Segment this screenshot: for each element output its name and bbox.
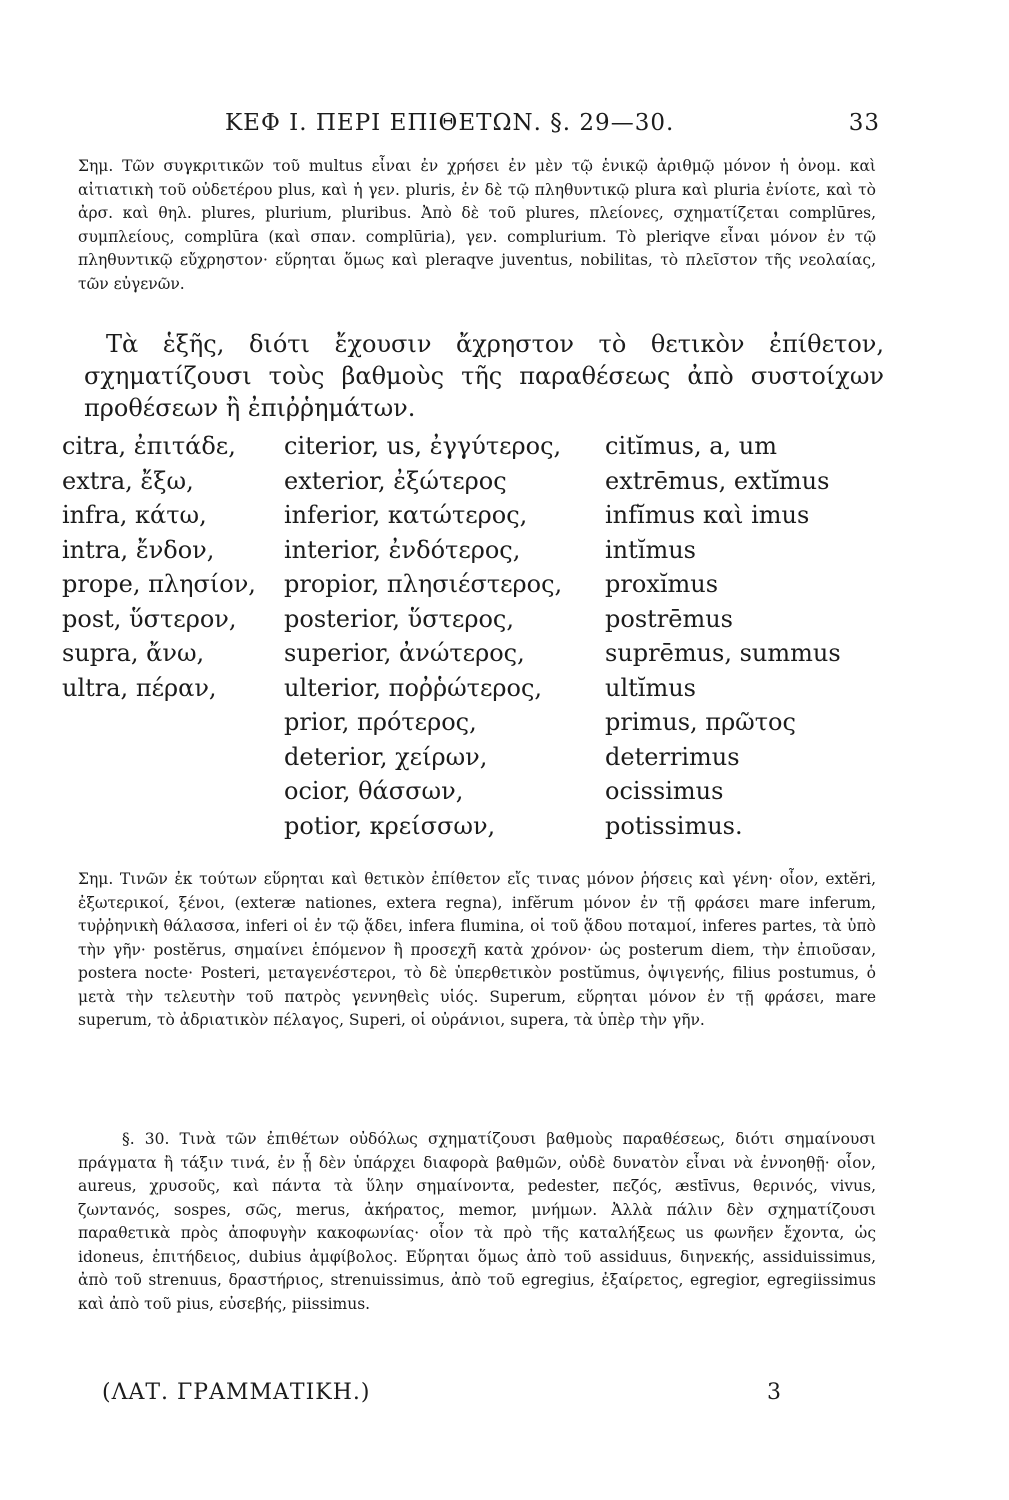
comparative-cell: prior, πρότερος, [284, 708, 477, 736]
table-row [62, 605, 882, 640]
superlative-cell: infĭmus καὶ imus [605, 501, 810, 529]
positive-cell: supra, ἄνω, [62, 639, 205, 667]
note-bottom-text: Σημ. Τινῶν ἐκ τούτων εὕρηται καὶ θετικὸν ἐπίθετον εἴς τινας μόνον ῥήσεις καὶ γένη· οἷον, extĕri, ἐξωτερικοί, ξένοι, (exteræ nationes, extera regna), infĕrum μόνον ἐν τῇ φράσει mare inferum, τυῤῥηνικὴ θάλασσα, inferi οἱ ἐν τῷ ᾅδει, infera flumina, οἱ τοῦ ᾅδου ποταμοί, inferes partes, τὰ ὑπὸ τὴν γῆν· postĕrus, σημαίνει ἑπόμενον ἢ προσεχῆ κατὰ χρόνον· ὡς posterum diem, τὴν ἐπιοῦσαν, postera nocte· Posteri, μεταγενέστεροι, τὸ δὲ ὑπερθετικὸν postŭmus, ὀψιγενής, filius postumus, ὁ μετὰ τὴν τελευτὴν τοῦ πατρὸς γεννηθεὶς υἱός. Superum, εὕρηται μόνον ἐν τῇ φράσει, mare superum, τὸ ἀδριατικὸν πέλαγος, Superi, οἱ οὐράνιοι, supera, τὰ ὑπὲρ τὴν γῆν. [78, 870, 876, 1029]
intro-text: Τὰ ἑξῆς, διότι ἔχουσιν ἄχρηστον τὸ θετικὸν ἐπίθετον, σχηματίζουσι τοὺς βαθμοὺς τῆς παραθέσεως ἀπὸ συστοίχων προθέσεων ἢ ἐπιῤῥημάτων. [84, 330, 884, 422]
positive-cell: extra, ἔξω, [62, 466, 194, 495]
comparative-cell: exterior, ἐξώτερος [284, 466, 507, 495]
note-top-text: Σημ. Τῶν συγκριτικῶν τοῦ multus εἶναι ἐν χρήσει ἐν μὲν τῷ ἑνικῷ ἀριθμῷ μόνον ἡ ὀνομ. καὶ αἰτιατικὴ τοῦ οὐδετέρου plus, καὶ ἡ γεν. pluris, ἐν δὲ τῷ πληθυντικῷ plura καὶ pluria ἐνίοτε, καὶ τὸ ἀρσ. καὶ θηλ. plures, plurium, pluribus. Ἀπὸ δὲ τοῦ plures, πλείονες, σχηματίζεται complūres, συμπλείους, complūra (καὶ σπαν. complūria), γεν. complurium. Τὸ pleriqve εἶναι μόνον ἐν τῷ πληθυντικῷ εὔχρηστον· εὕρηται ὅμως καὶ pleraqve juventus, nobilitas, τὸ πλεῖστον τῆς νεολαίας, τῶν εὐγενῶν. [78, 157, 876, 293]
table-row [62, 467, 882, 502]
header-title: ΚΕΦ Ι. ΠΕΡΙ ΕΠΙΘΕΤΩΝ. §. 29—30. [225, 110, 675, 136]
positive-cell: ultra, πέραν, [62, 673, 217, 702]
superlative-cell: deterrimus [605, 742, 740, 771]
positive-cell: infra, κάτω, [62, 501, 207, 529]
superlative-cell: citĭmus, a, um [605, 432, 778, 460]
comparative-cell: ulterior, ποῤῥώτερος, [284, 673, 543, 702]
comparative-cell: potior, κρείσσων, [284, 811, 496, 840]
superlative-cell: ocissimus [605, 777, 724, 805]
superlative-cell: extrēmus, extĭmus [605, 466, 830, 495]
comparative-cell: interior, ἐνδότερος, [284, 535, 521, 564]
page-footer [102, 1380, 782, 1405]
comparison-table [62, 432, 882, 846]
table-row [62, 674, 882, 709]
superlative-cell: primus, πρῶτος [605, 708, 796, 736]
comparative-cell: propior, πλησιέστερος, [284, 570, 563, 598]
sheet-number: 3 [767, 1380, 782, 1405]
table-row [62, 777, 882, 812]
positive-cell: intra, ἔνδον, [62, 535, 215, 564]
superlative-cell: ultĭmus [605, 673, 696, 702]
positive-cell: post, ὕστερον, [62, 604, 237, 633]
superlative-cell: suprēmus, summus [605, 639, 841, 667]
page-number: 33 [848, 110, 880, 136]
table-row [62, 812, 882, 847]
superlative-cell: postrēmus [605, 604, 733, 633]
comparative-cell: posterior, ὕστερος, [284, 604, 514, 633]
table-row [62, 536, 882, 571]
comparative-cell: deterior, χείρων, [284, 742, 488, 771]
positive-cell: citra, ἐπιτάδε, [62, 432, 236, 460]
superlative-cell: potissimus. [605, 811, 743, 840]
intro-paragraph [84, 328, 884, 424]
comparative-cell: inferior, κατώτερος, [284, 501, 528, 529]
table-row [62, 708, 882, 743]
table-row [62, 639, 882, 674]
comparative-cell: ocior, θάσσων, [284, 777, 464, 805]
running-header [225, 110, 880, 136]
superlative-cell: proxĭmus [605, 570, 719, 598]
table-row [62, 570, 882, 605]
note-top [78, 155, 876, 296]
footer-signature: (ΛΑΤ. ΓΡΑΜΜΑΤΙΚΗ.) [102, 1380, 371, 1405]
superlative-cell: intĭmus [605, 535, 696, 564]
table-row [62, 501, 882, 536]
section-30 [78, 1128, 876, 1316]
table-row [62, 432, 882, 467]
section-30-text: §. 30. Τινὰ τῶν ἐπιθέτων οὐδόλως σχηματίζουσι βαθμοὺς παραθέσεως, διότι σημαίνουσι πράγματα ἢ τάξιν τινά, ἐν ᾗ δὲν ὑπάρχει διαφορὰ βαθμῶν, οὐδὲ δυνατὸν εἶναι νὰ ἐννοηθῇ· οἷον, aureus, χρυσοῦς, καὶ πάντα τὰ ὕλην σημαίνοντα, pedester, πεζός, æstīvus, θερινός, vivus, ζωντανός, sospes, σῶς, merus, ἀκήρατος, memor, μνήμων. Ἀλλὰ πάλιν δὲν σχηματίζουσι παραθετικὰ πρὸς ἀποφυγὴν κακοφωνίας· οἷον τὰ πρὸ τῆς καταλήξεως us φωνῆεν ἔχοντα, ὡς idoneus, ἐπιτήδειος, dubius ἀμφίβολος. Εὕρηται ὅμως ἀπὸ τοῦ assiduus, διηνεκής, assiduissimus, ἀπὸ τοῦ strenuus, δραστήριος, strenuissimus, ἀπὸ τοῦ egregius, ἐξαίρετος, egregior, egregiissimus καὶ ἀπὸ τοῦ pius, εὐσεβής, piissimus. [78, 1130, 876, 1313]
table-row [62, 743, 882, 778]
positive-cell: prope, πλησίον, [62, 570, 256, 598]
note-bottom [78, 868, 876, 1033]
comparative-cell: citerior, us, ἐγγύτερος, [284, 432, 562, 460]
comparative-cell: superior, ἀνώτερος, [284, 639, 525, 667]
